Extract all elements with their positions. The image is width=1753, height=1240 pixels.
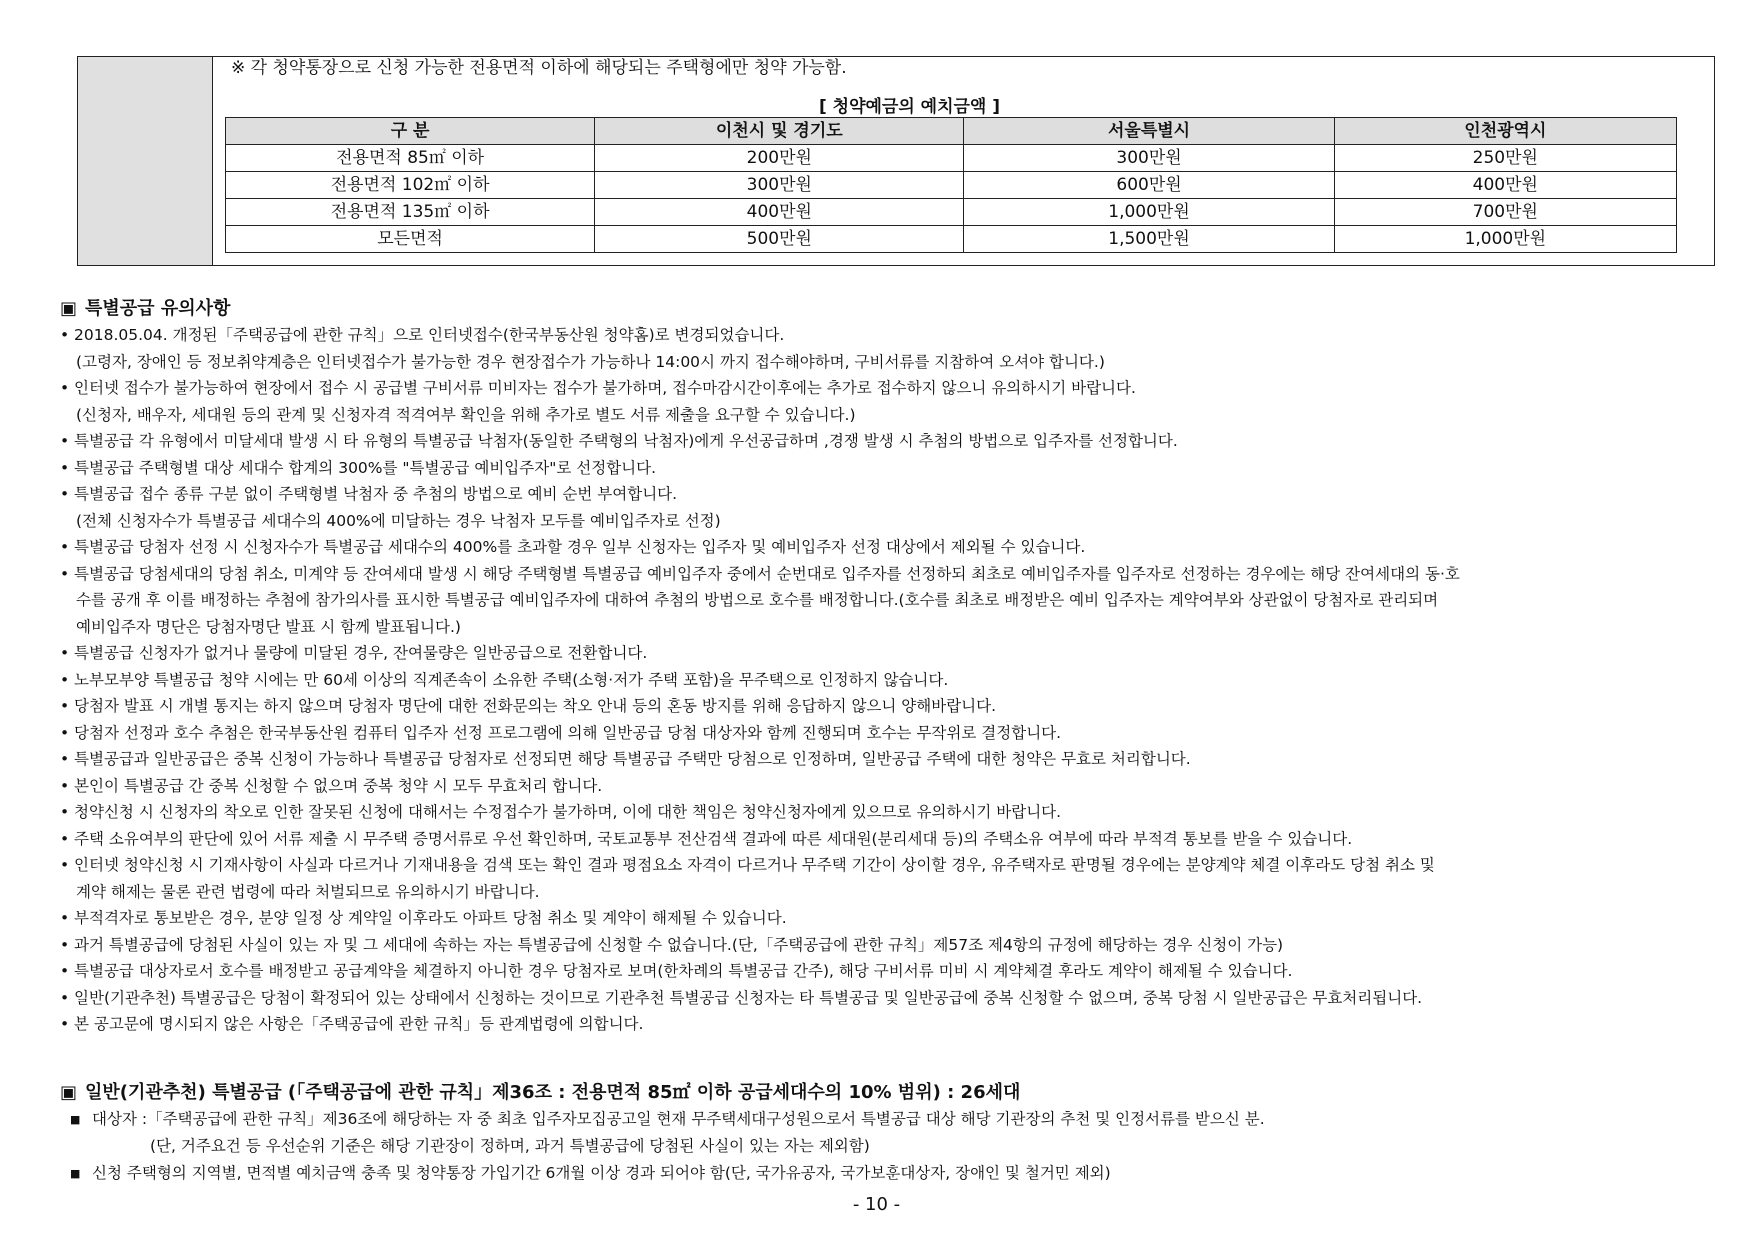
list-item <box>60 773 1720 800</box>
table-cell: 500만원 <box>595 226 964 253</box>
list-item <box>60 799 1720 826</box>
table-cell: 1,000만원 <box>1334 226 1676 253</box>
table-cell: 250만원 <box>1334 145 1676 172</box>
list-item-text: 특별공급 대상자로서 호수를 배정받고 공급계약을 체결하지 아니한 경우 당첨자로 보며(한차례의 특별공급 간주), 해당 구비서류 미비 시 계약체결 후라도 계약이 해제될 수 있습니다. <box>74 962 1293 980</box>
table-cell: 200만원 <box>595 145 964 172</box>
section-marker-icon: ▣ <box>60 1082 78 1103</box>
table-header-row <box>226 118 1677 145</box>
list-item-text: 수를 공개 후 이를 배정하는 추첨에 참가의사를 표시한 특별공급 예비입주자에 대하여 추첨의 방법으로 호수를 배정합니다.(호수를 최초로 배정받은 예비 입주자는 계약여부와 상관없이 당첨자로 관리되며 <box>76 591 1439 609</box>
bullet-icon: • <box>60 829 70 848</box>
bullet-icon: • <box>60 644 70 662</box>
section-marker-icon: ▣ <box>60 298 78 319</box>
list-item-text: 청약신청 시 신청자의 착오로 인한 잘못된 신청에 대해서는 수정접수가 불가하며, 이에 대한 책임은 청약신청자에게 있으므로 유의하시기 바랍니다. <box>74 803 1062 821</box>
list-item <box>60 1011 1720 1038</box>
eligibility-list <box>70 1106 1265 1187</box>
table-cell: 1,500만원 <box>964 226 1334 253</box>
bullet-icon: • <box>60 458 70 477</box>
list-item-text: 특별공급 각 유형에서 미달세대 발생 시 타 유형의 특별공급 낙첨자(동일한 주택형의 낙첨자)에게 우선공급하며 ,경쟁 발생 시 추첨의 방법으로 입주자를 선정합니다. <box>74 432 1178 450</box>
list-item-text: 특별공급 주택형별 대상 세대수 합계의 300%를 "특별공급 예비입주자"로 선정합니다. <box>74 458 657 477</box>
table-cell: 전용면적 102㎡ 이하 <box>226 172 595 199</box>
list-item <box>60 826 1720 853</box>
list-item-text: 본인이 특별공급 간 중복 신청할 수 없으며 중복 청약 시 모두 무효처리 합니다. <box>74 776 603 795</box>
header-incheon: 인천광역시 <box>1334 118 1676 145</box>
list-item <box>70 1133 1265 1160</box>
list-item-text: 과거 특별공급에 당첨된 사실이 있는 자 및 그 세대에 속하는 자는 특별공급에 신청할 수 없습니다.(단,「주택공급에 관한 규칙」제57조 제4항의 규정에 해당하는 경우 신청이 가능) <box>74 935 1284 954</box>
bullet-icon: • <box>60 909 70 927</box>
list-item <box>60 349 1720 376</box>
list-item <box>60 746 1720 773</box>
list-item <box>60 481 1720 508</box>
table-row <box>226 226 1677 253</box>
list-item-text: 노부모부양 특별공급 청약 시에는 만 60세 이상의 직계존속이 소유한 주택(소형·저가 주택 포함)을 무주택으로 인정하지 않습니다. <box>74 670 949 689</box>
bullet-icon: • <box>60 962 70 980</box>
list-item <box>70 1160 1265 1187</box>
list-item <box>60 375 1720 402</box>
list-item-text: 계약 해제는 물론 관련 법령에 따라 처벌되므로 유의하시기 바랍니다. <box>76 882 540 901</box>
bullet-icon: • <box>60 1015 70 1033</box>
list-item <box>60 958 1720 985</box>
list-item <box>60 852 1720 879</box>
list-item-text: (신청자, 배우자, 세대원 등의 관계 및 신청자격 적격여부 확인을 위해 추가로 별도 서류 제출을 요구할 수 있습니다.) <box>76 405 856 424</box>
bullet-icon: • <box>60 803 70 821</box>
bullet-icon: • <box>60 432 70 450</box>
list-item <box>60 561 1720 588</box>
list-item-text: 2018.05.04. 개정된「주택공급에 관한 규칙」으로 인터넷접수(한국부동산원 청약홈)로 변경되었습니다. <box>74 326 785 344</box>
list-item-text: 일반(기관추천) 특별공급은 당첨이 확정되어 있는 상태에서 신청하는 것이므로 기관추천 특별공급 신청자는 타 특별공급 및 일반공급에 중복 신청할 수 없으며, 중복 당첨 시 일반공급은 무효처리됩니다. <box>74 988 1423 1007</box>
bullet-icon: • <box>60 485 70 503</box>
list-item <box>70 1106 1265 1133</box>
list-item <box>60 693 1720 720</box>
bullet-icon: ■ <box>70 1167 81 1180</box>
bullet-icon: • <box>60 776 70 795</box>
list-item-text: 당첨자 발표 시 개별 통지는 하지 않으며 당첨자 명단에 대한 전화문의는 착오 안내 등의 혼동 방지를 위해 응답하지 않으니 양해바랍니다. <box>74 697 997 715</box>
list-item <box>60 879 1720 906</box>
list-item <box>60 508 1720 535</box>
table-cell: 전용면적 85㎡ 이하 <box>226 145 595 172</box>
list-item-text: 신청 주택형의 지역별, 면적별 예치금액 충족 및 청약통장 가입기간 6개월 이상 경과 되어야 함(단, 국가유공자, 국가보훈대상자, 장애인 및 철거민 제외) <box>92 1164 1111 1182</box>
table-row <box>226 172 1677 199</box>
bullet-icon: • <box>60 670 70 689</box>
section-title: 특별공급 유의사항 <box>85 298 231 319</box>
list-item <box>60 932 1720 959</box>
table-cell: 300만원 <box>595 172 964 199</box>
list-item <box>60 985 1720 1012</box>
bullet-icon: • <box>60 750 70 768</box>
list-item-text: 특별공급 접수 종류 구분 없이 주택형별 낙첨자 중 추첨의 방법으로 예비 순번 부여합니다. <box>74 485 678 503</box>
list-item <box>60 402 1720 429</box>
bullet-icon: • <box>60 538 70 556</box>
bullet-icon: ■ <box>70 1113 81 1126</box>
list-item-text: 인터넷 청약신청 시 기재사항이 사실과 다르거나 기재내용을 검색 또는 확인 결과 평점요소 자격이 다르거나 무주택 기간이 상이할 경우, 유주택자로 판명될 경우에는 분양계약 체결 이후라도 당첨 취소 및 <box>74 856 1435 874</box>
bullet-icon: • <box>60 379 70 397</box>
list-item <box>60 534 1720 561</box>
list-item <box>60 640 1720 667</box>
table-title: [ 청약예금의 예치금액 ] <box>818 97 1001 117</box>
table-cell: 전용면적 135㎡ 이하 <box>226 199 595 226</box>
table-cell: 400만원 <box>595 199 964 226</box>
left-grey-column <box>78 57 213 265</box>
deposit-table <box>225 117 1677 253</box>
list-item-text: 예비입주자 명단은 당첨자명단 발표 시 함께 발표됩니다.) <box>76 617 461 636</box>
table-cell: 모든면적 <box>226 226 595 253</box>
notice-text: ※ 각 청약통장으로 신청 가능한 전용면적 이하에 해당되는 주택형에만 청약 가능함. <box>231 58 847 78</box>
table-row <box>226 199 1677 226</box>
table-cell: 600만원 <box>964 172 1334 199</box>
section-heading-institution-supply <box>60 1078 1020 1104</box>
list-item <box>60 587 1720 614</box>
table-row <box>226 145 1677 172</box>
notes-list <box>60 322 1720 1038</box>
section-heading-special-supply <box>60 294 230 320</box>
list-item-text: 대상자 :「주택공급에 관한 규칙」제36조에 해당하는 자 중 최초 입주자모집공고일 현재 무주택세대구성원으로서 특별공급 대상 해당 기관장의 추천 및 인정서류를 받으신 분. <box>92 1110 1265 1128</box>
list-item-text: 특별공급 당첨세대의 당첨 취소, 미계약 등 잔여세대 발생 시 해당 주택형별 특별공급 예비입주자 중에서 순번대로 입주자를 선정하되 최초로 예비입주자를 입주자로 선정하는 경우에는 해당 잔여세대의 동·호 <box>74 564 1460 583</box>
list-item <box>60 720 1720 747</box>
list-item <box>60 667 1720 694</box>
table-cell: 1,000만원 <box>964 199 1334 226</box>
list-item-text: 주택 소유여부의 판단에 있어 서류 제출 시 무주택 증명서류로 우선 확인하며, 국토교통부 전산검색 결과에 따른 세대원(분리세대 등)의 주택소유 여부에 따라 부적격 통보를 받을 수 있습니다. <box>74 829 1353 848</box>
list-item-text: (전체 신청자수가 특별공급 세대수의 400%에 미달하는 경우 낙첨자 모두를 예비입주자로 선정) <box>76 511 721 530</box>
list-item <box>60 428 1720 455</box>
list-item <box>60 322 1720 349</box>
list-item-text: 특별공급 당첨자 선정 시 신청자수가 특별공급 세대수의 400%를 초과할 경우 일부 신청자는 입주자 및 예비입주자 선정 대상에서 제외될 수 있습니다. <box>74 538 1086 556</box>
list-item-text: 특별공급과 일반공급은 중복 신청이 가능하나 특별공급 당첨자로 선정되면 해당 특별공급 주택만 당첨으로 인정하며, 일반공급 주택에 대한 청약은 무효로 처리합니다. <box>74 750 1191 768</box>
list-item <box>60 614 1720 641</box>
list-item <box>60 455 1720 482</box>
bullet-icon: • <box>60 935 70 954</box>
list-item-text: (고령자, 장애인 등 정보취약계층은 인터넷접수가 불가능한 경우 현장접수가 가능하나 14:00시 까지 접수해야하며, 구비서류를 지참하여 오셔야 합니다.) <box>76 352 1105 371</box>
header-seoul: 서울특별시 <box>964 118 1334 145</box>
list-item-text: (단, 거주요건 등 우선순위 기준은 해당 기관장이 정하며, 과거 특별공급에 당첨된 사실이 있는 자는 제외함) <box>150 1137 870 1155</box>
list-item-text: 본 공고문에 명시되지 않은 사항은「주택공급에 관한 규칙」등 관계법령에 의합니다. <box>74 1015 644 1033</box>
section-title: 일반(기관추천) 특별공급 (「주택공급에 관한 규칙」제36조 : 전용면적 85㎡ 이하 공급세대수의 10% 범위) : 26세대 <box>85 1082 1021 1103</box>
bullet-icon: • <box>60 988 70 1007</box>
header-icheon: 이천시 및 경기도 <box>595 118 964 145</box>
header-category: 구 분 <box>226 118 595 145</box>
list-item-text: 특별공급 신청자가 없거나 물량에 미달된 경우, 잔여물량은 일반공급으로 전환합니다. <box>74 644 648 662</box>
list-item <box>60 905 1720 932</box>
bullet-icon: • <box>60 697 70 715</box>
list-item-text: 당첨자 선정과 호수 추첨은 한국부동산원 컴퓨터 입주자 선정 프로그램에 의해 일반공급 당첨 대상자와 함께 진행되며 호수는 무작위로 결정합니다. <box>74 723 1062 742</box>
bullet-icon: • <box>60 856 70 874</box>
list-item-text: 부적격자로 통보받은 경우, 분양 일정 상 계약일 이후라도 아파트 당첨 취소 및 계약이 해제될 수 있습니다. <box>74 909 787 927</box>
bullet-icon: • <box>60 564 70 583</box>
table-cell: 700만원 <box>1334 199 1676 226</box>
table-cell: 400만원 <box>1334 172 1676 199</box>
list-item-text: 인터넷 접수가 불가능하여 현장에서 접수 시 공급별 구비서류 미비자는 접수가 불가하며, 접수마감시간이후에는 추가로 접수하지 않으니 유의하시기 바랍니다. <box>74 379 1136 397</box>
page-number: - 10 - <box>852 1194 901 1215</box>
bullet-icon: • <box>60 326 70 344</box>
table-cell: 300만원 <box>964 145 1334 172</box>
bullet-icon: • <box>60 723 70 742</box>
